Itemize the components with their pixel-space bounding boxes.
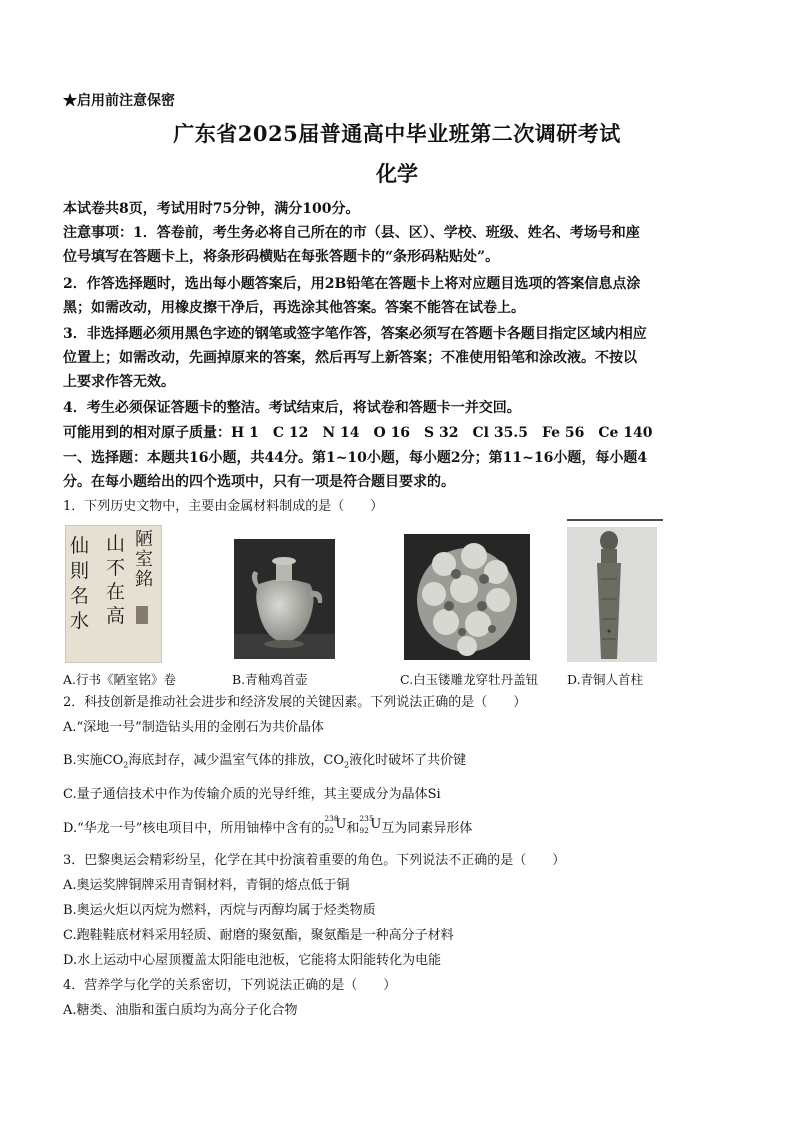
- q1-option-b: B.青釉鸡首壶: [232, 672, 308, 687]
- calligraphy-char: 高: [106, 605, 126, 627]
- q1-stem: 1．下列历史文物中，主要由金属材料制成的是（ ）: [63, 499, 384, 514]
- q2-option-c: C.量子通信技术中作为传输介质的光导纤维，其主要成分为晶体Si: [63, 787, 441, 802]
- isotope-mass-number: 235: [359, 814, 374, 823]
- q3-option-b: B.奥运火炬以丙烷为燃料，丙烷与丙醇均属于烃类物质: [63, 903, 376, 918]
- secret-mark: ★启用前注意保密: [63, 93, 175, 109]
- q2-option-d: [63, 814, 473, 840]
- notice-line-1a: 注意事项：1．答卷前，考生务必将自己所在的市（县、区）、学校、班级、姓名、考场号和座: [63, 225, 640, 241]
- exam-title: 广东省2025届普通高中毕业班第二次调研考试: [173, 121, 621, 146]
- q1-option-a: A.行书《陋室铭》卷: [63, 672, 177, 687]
- calligraphy-char: 室: [135, 549, 153, 570]
- q2-option-b-subscript-1: 2: [123, 760, 129, 770]
- calligraphy-char: 銘: [135, 569, 153, 590]
- notice-line-1b: 位号填写在答题卡上，将条形码横贴在每张答题卡的“条形码粘贴处”。: [63, 249, 500, 265]
- q2-option-b-text-1: B.实施CO: [63, 753, 124, 768]
- section1-heading-b: 分。在每小题给出的四个选项中，只有一项是符合题目要求的。: [63, 474, 455, 490]
- isotope-atomic-number: 92: [324, 826, 334, 835]
- white-jade-carving-image: [404, 534, 530, 660]
- q2-option-a: A.“深地一号”制造钻头用的金刚石为共价晶体: [63, 720, 324, 735]
- q2-option-d-and: 和: [346, 821, 360, 836]
- isotope-mass-number: 238: [324, 814, 339, 823]
- q4-stem: 4．营养学与化学的关系密切，下列说法正确的是（ ）: [63, 978, 397, 993]
- exam-intro: 本试卷共8页，考试用时75分钟，满分100分。: [63, 201, 360, 217]
- uranium-238-isotope: [324, 814, 347, 835]
- calligraphy-char: 陋: [135, 529, 153, 550]
- uranium-235-isotope: [359, 814, 382, 835]
- bronze-figure-pillar-image: [567, 519, 663, 662]
- notice-line-2a: 2．作答选择题时，选出每小题答案后，用2B铅笔在答题卡上将对应题目选项的答案信息点涂: [63, 276, 641, 292]
- q2-option-b: [63, 750, 466, 777]
- q1-option-c: C.白玉镂雕龙穿牡丹盖钮: [400, 672, 539, 687]
- q4-option-a: A.糖类、油脂和蛋白质均为高分子化合物: [63, 1003, 298, 1018]
- q2-option-d-text-2: 互为同素异形体: [381, 821, 473, 836]
- isotope-atomic-number: 92: [359, 826, 369, 835]
- calligraphy-char: 仙: [70, 535, 90, 557]
- isotope-symbol: U: [335, 817, 347, 832]
- q3-option-c: C.跑鞋鞋底材料采用轻质、耐磨的聚氨酯，聚氨酯是一种高分子材料: [63, 928, 454, 943]
- q2-option-b-subscript-2: 2: [344, 760, 350, 770]
- q3-option-d: D.水上运动中心屋顶覆盖太阳能电池板，它能将太阳能转化为电能: [63, 953, 442, 968]
- section1-heading-a: 一、选择题：本题共16小题，共44分。第1~10小题，每小题2分；第11~16小题，每小题4: [63, 450, 648, 466]
- calligraphy-char: 山: [106, 533, 126, 555]
- calligraphy-char: 則: [70, 560, 90, 582]
- notice-line-3c: 上要求作答无效。: [63, 374, 175, 390]
- celadon-ewer-image: [234, 539, 335, 659]
- q3-option-a: A.奥运奖牌铜牌采用青铜材料，青铜的熔点低于铜: [63, 878, 350, 893]
- calligraphy-char: 名: [70, 585, 90, 607]
- notice-line-4: 4．考生必须保证答题卡的整洁。考试结束后，将试卷和答题卡一并交回。: [63, 400, 521, 416]
- q3-stem: 3．巴黎奥运会精彩纷呈，化学在其中扮演着重要的角色。下列说法不正确的是（ ）: [63, 853, 566, 868]
- q2-stem: 2．科技创新是推动社会进步和经济发展的关键因素。下列说法正确的是（ ）: [63, 695, 527, 710]
- notice-line-3a: 3．非选择题必须用黑色字迹的钢笔或签字笔作答，答案必须写在答题卡各题目指定区域内相应: [63, 326, 647, 342]
- q2-option-d-text-1: D.“华龙一号”核电项目中，所用铀棒中含有的: [63, 821, 325, 836]
- isotope-symbol: U: [370, 817, 382, 832]
- calligraphy-char: 不: [106, 557, 126, 579]
- calligraphy-scroll-image: [65, 525, 162, 663]
- q1-option-d: D.青铜人首柱: [567, 672, 644, 687]
- q2-option-b-text-2: 海底封存，减少温室气体的排放，CO: [128, 753, 344, 768]
- notice-line-3b: 位置上；如需改动，先画掉原来的答案，然后再写上新答案；不准使用铅笔和涂改液。不按以: [63, 350, 637, 366]
- atomic-mass-line: 可能用到的相对原子质量：H 1 C 12 N 14 O 16 S 32 Cl 35.5 Fe 56 Ce 140: [63, 425, 653, 441]
- calligraphy-char: 在: [106, 581, 126, 603]
- seal-stamp-mark: [136, 606, 148, 624]
- q2-option-b-text-3: 液化时破坏了共价键: [349, 753, 467, 768]
- subject-title: 化学: [376, 161, 418, 186]
- notice-line-2b: 黑；如需改动，用橡皮擦干净后，再选涂其他答案。答案不能答在试卷上。: [63, 300, 525, 316]
- calligraphy-char: 水: [70, 610, 90, 632]
